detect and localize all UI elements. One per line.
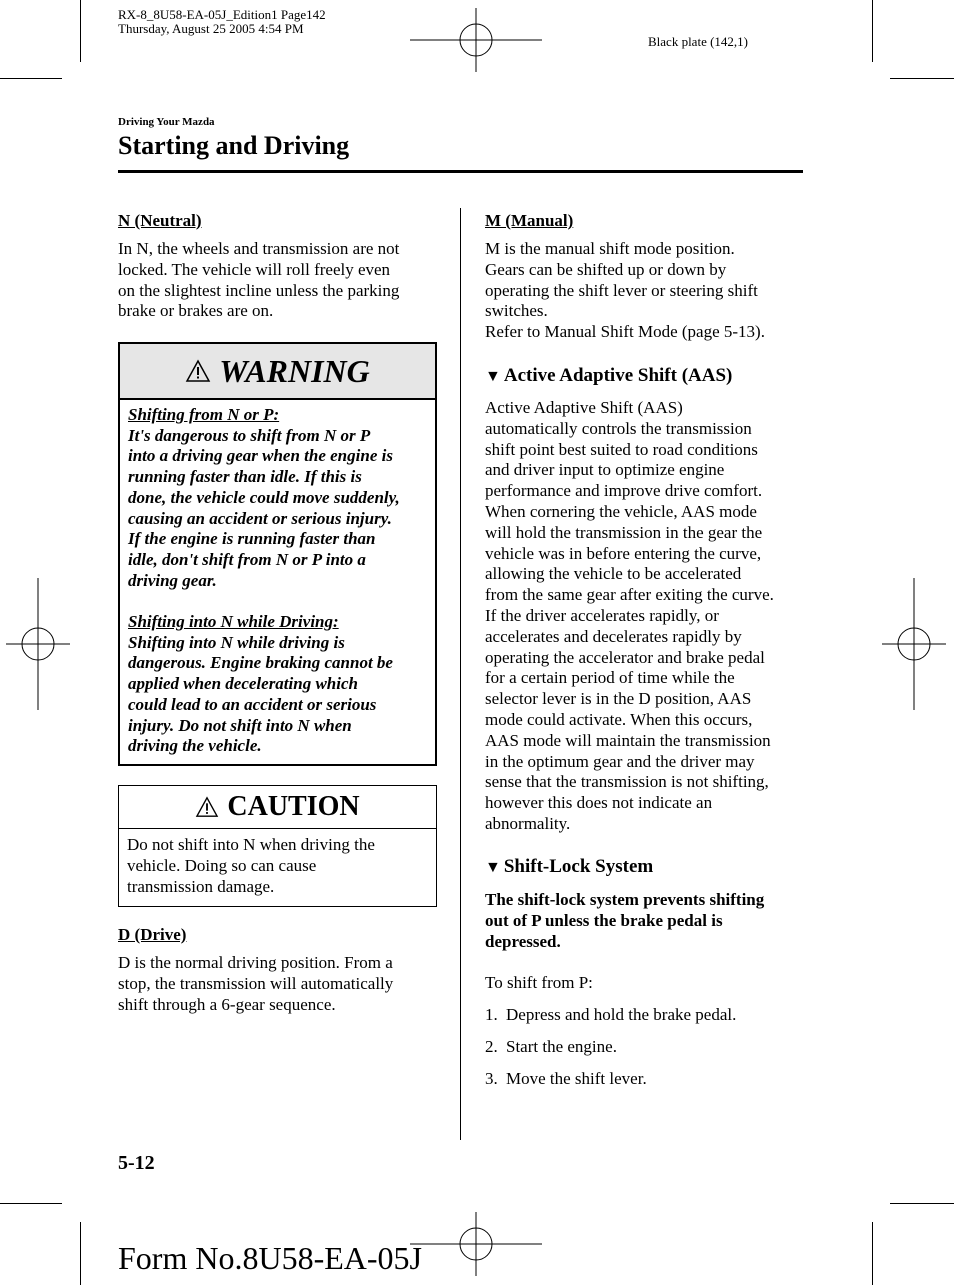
page-title: Starting and Driving (118, 131, 350, 160)
caution-body: Do not shift into N when driving the vehicle. Doing so can cause transmission damage. (127, 835, 375, 896)
warning-triangle-icon (185, 359, 211, 383)
column-divider (460, 208, 461, 1140)
manual-paragraph: M is the manual shift mode position. Gears can be shifted up or down by operating the shift lever or steering shift switches. Refer to Manual Shift Mode (page 5-13). (485, 239, 765, 342)
warning-text-line: done, the vehicle could move suddenly, (128, 487, 400, 507)
shift-lock-note: The shift-lock system prevents shifting out of P unless the brake pedal is depressed. (485, 890, 765, 951)
form-number: Form No.8U58-EA-05J (118, 1240, 422, 1276)
warning-text-line: injury. Do not shift into N when (128, 715, 352, 735)
crop-mark (872, 0, 873, 62)
drive-heading: D (Drive) (118, 925, 187, 944)
title-rule (118, 170, 803, 173)
neutral-paragraph: In N, the wheels and transmission are not locked. The vehicle will roll freely even on the slightest incline unless the parking brake or brakes are on. (118, 239, 400, 321)
warning-text-line: Shifting into N while driving is (128, 632, 345, 652)
shift-lock-heading (485, 856, 653, 878)
crop-mark (80, 1222, 81, 1285)
crop-mark (890, 1203, 954, 1204)
caution-title: CAUTION (227, 791, 360, 822)
warning-header (120, 344, 435, 400)
warning-text-line: If the engine is running faster than (128, 529, 376, 549)
step-text: Depress and hold the brake pedal. (506, 1005, 737, 1024)
plate-label: Black plate (142,1) (648, 34, 748, 49)
step-text: Start the engine. (506, 1037, 617, 1056)
crop-mark (0, 78, 62, 79)
warning-text-line: running faster than idle. If this is (128, 467, 362, 487)
caution-header (119, 786, 436, 829)
warning-text-line: driving gear. (128, 570, 217, 590)
list-item (485, 1005, 737, 1025)
shift-lock-heading-text: Shift-Lock System (503, 856, 654, 877)
print-file-line: RX-8_8U58-EA-05J_Edition1 Page142 (118, 7, 326, 22)
step-number: 2. (485, 1037, 498, 1056)
list-item (485, 1037, 617, 1057)
aas-heading-text: Active Adaptive Shift (AAS) (503, 365, 733, 386)
warning-text-line: dangerous. Engine braking cannot be (128, 653, 393, 673)
crop-mark (890, 78, 954, 79)
manual-heading: M (Manual) (485, 211, 574, 230)
warning-text-line: applied when decelerating which (128, 674, 358, 694)
registration-mark-top (410, 8, 542, 72)
warning-text-line: driving the vehicle. (128, 736, 262, 756)
step-text: Move the shift lever. (506, 1069, 647, 1088)
registration-mark-bottom (410, 1212, 542, 1276)
registration-mark-right (882, 578, 946, 710)
aas-heading (485, 365, 732, 387)
registration-mark-left (6, 578, 70, 710)
shift-lock-intro: To shift from P: (485, 973, 593, 992)
crop-mark (80, 0, 81, 62)
warning-box (118, 342, 437, 766)
list-item (485, 1069, 647, 1089)
crop-mark (0, 1203, 62, 1204)
drive-paragraph: D is the normal driving position. From a stop, the transmission will automatically shift through a 6-gear sequence. (118, 953, 394, 1014)
warning-subheading: Shifting from N or P: (128, 405, 280, 424)
warning-text-line: It's dangerous to shift from N or P (128, 425, 371, 445)
warning-text-line: into a driving gear when the engine is (128, 446, 393, 466)
triangle-marker-icon: ▼ (485, 368, 501, 385)
print-date-line: Thursday, August 25 2005 4:54 PM (118, 21, 304, 36)
triangle-marker-icon: ▼ (485, 859, 501, 876)
aas-paragraph: Active Adaptive Shift (AAS) automatically controls the transmission shift point best suited to road conditions and driver input to optimize engine performance and improve drive comfort. When cornering the vehicle, AAS mode will hold the transmission in the gear the vehicle was in before entering the curve, allowing the vehicle to be accelerated from the same gear after exiting the curve. If the driver accelerates rapidly, or accelerates and decelerates rapidly by operating the accelerator and brake pedal for a certain period of time while the selector lever is in the D position, AAS mode could activate. When this occurs, AAS mode will maintain the transmission in the optimum gear and the driver may sense that the transmission is not shifting, however this does not indicate an abnormality. (485, 398, 774, 833)
step-number: 1. (485, 1005, 498, 1024)
crop-mark (872, 1222, 873, 1285)
step-number: 3. (485, 1069, 498, 1088)
caution-triangle-icon (195, 796, 219, 818)
warning-subheading: Shifting into N while Driving: (128, 612, 339, 632)
warning-body (120, 400, 435, 762)
page-number: 5-12 (118, 1152, 155, 1174)
warning-text-line: causing an accident or serious injury. (128, 508, 392, 528)
section-kicker: Driving Your Mazda (118, 116, 215, 128)
caution-box (118, 785, 437, 907)
warning-text-line: could lead to an accident or serious (128, 694, 377, 714)
neutral-heading: N (Neutral) (118, 211, 202, 230)
warning-text-line: idle, don't shift from N or P into a (128, 549, 366, 569)
warning-title: WARNING (219, 352, 370, 389)
